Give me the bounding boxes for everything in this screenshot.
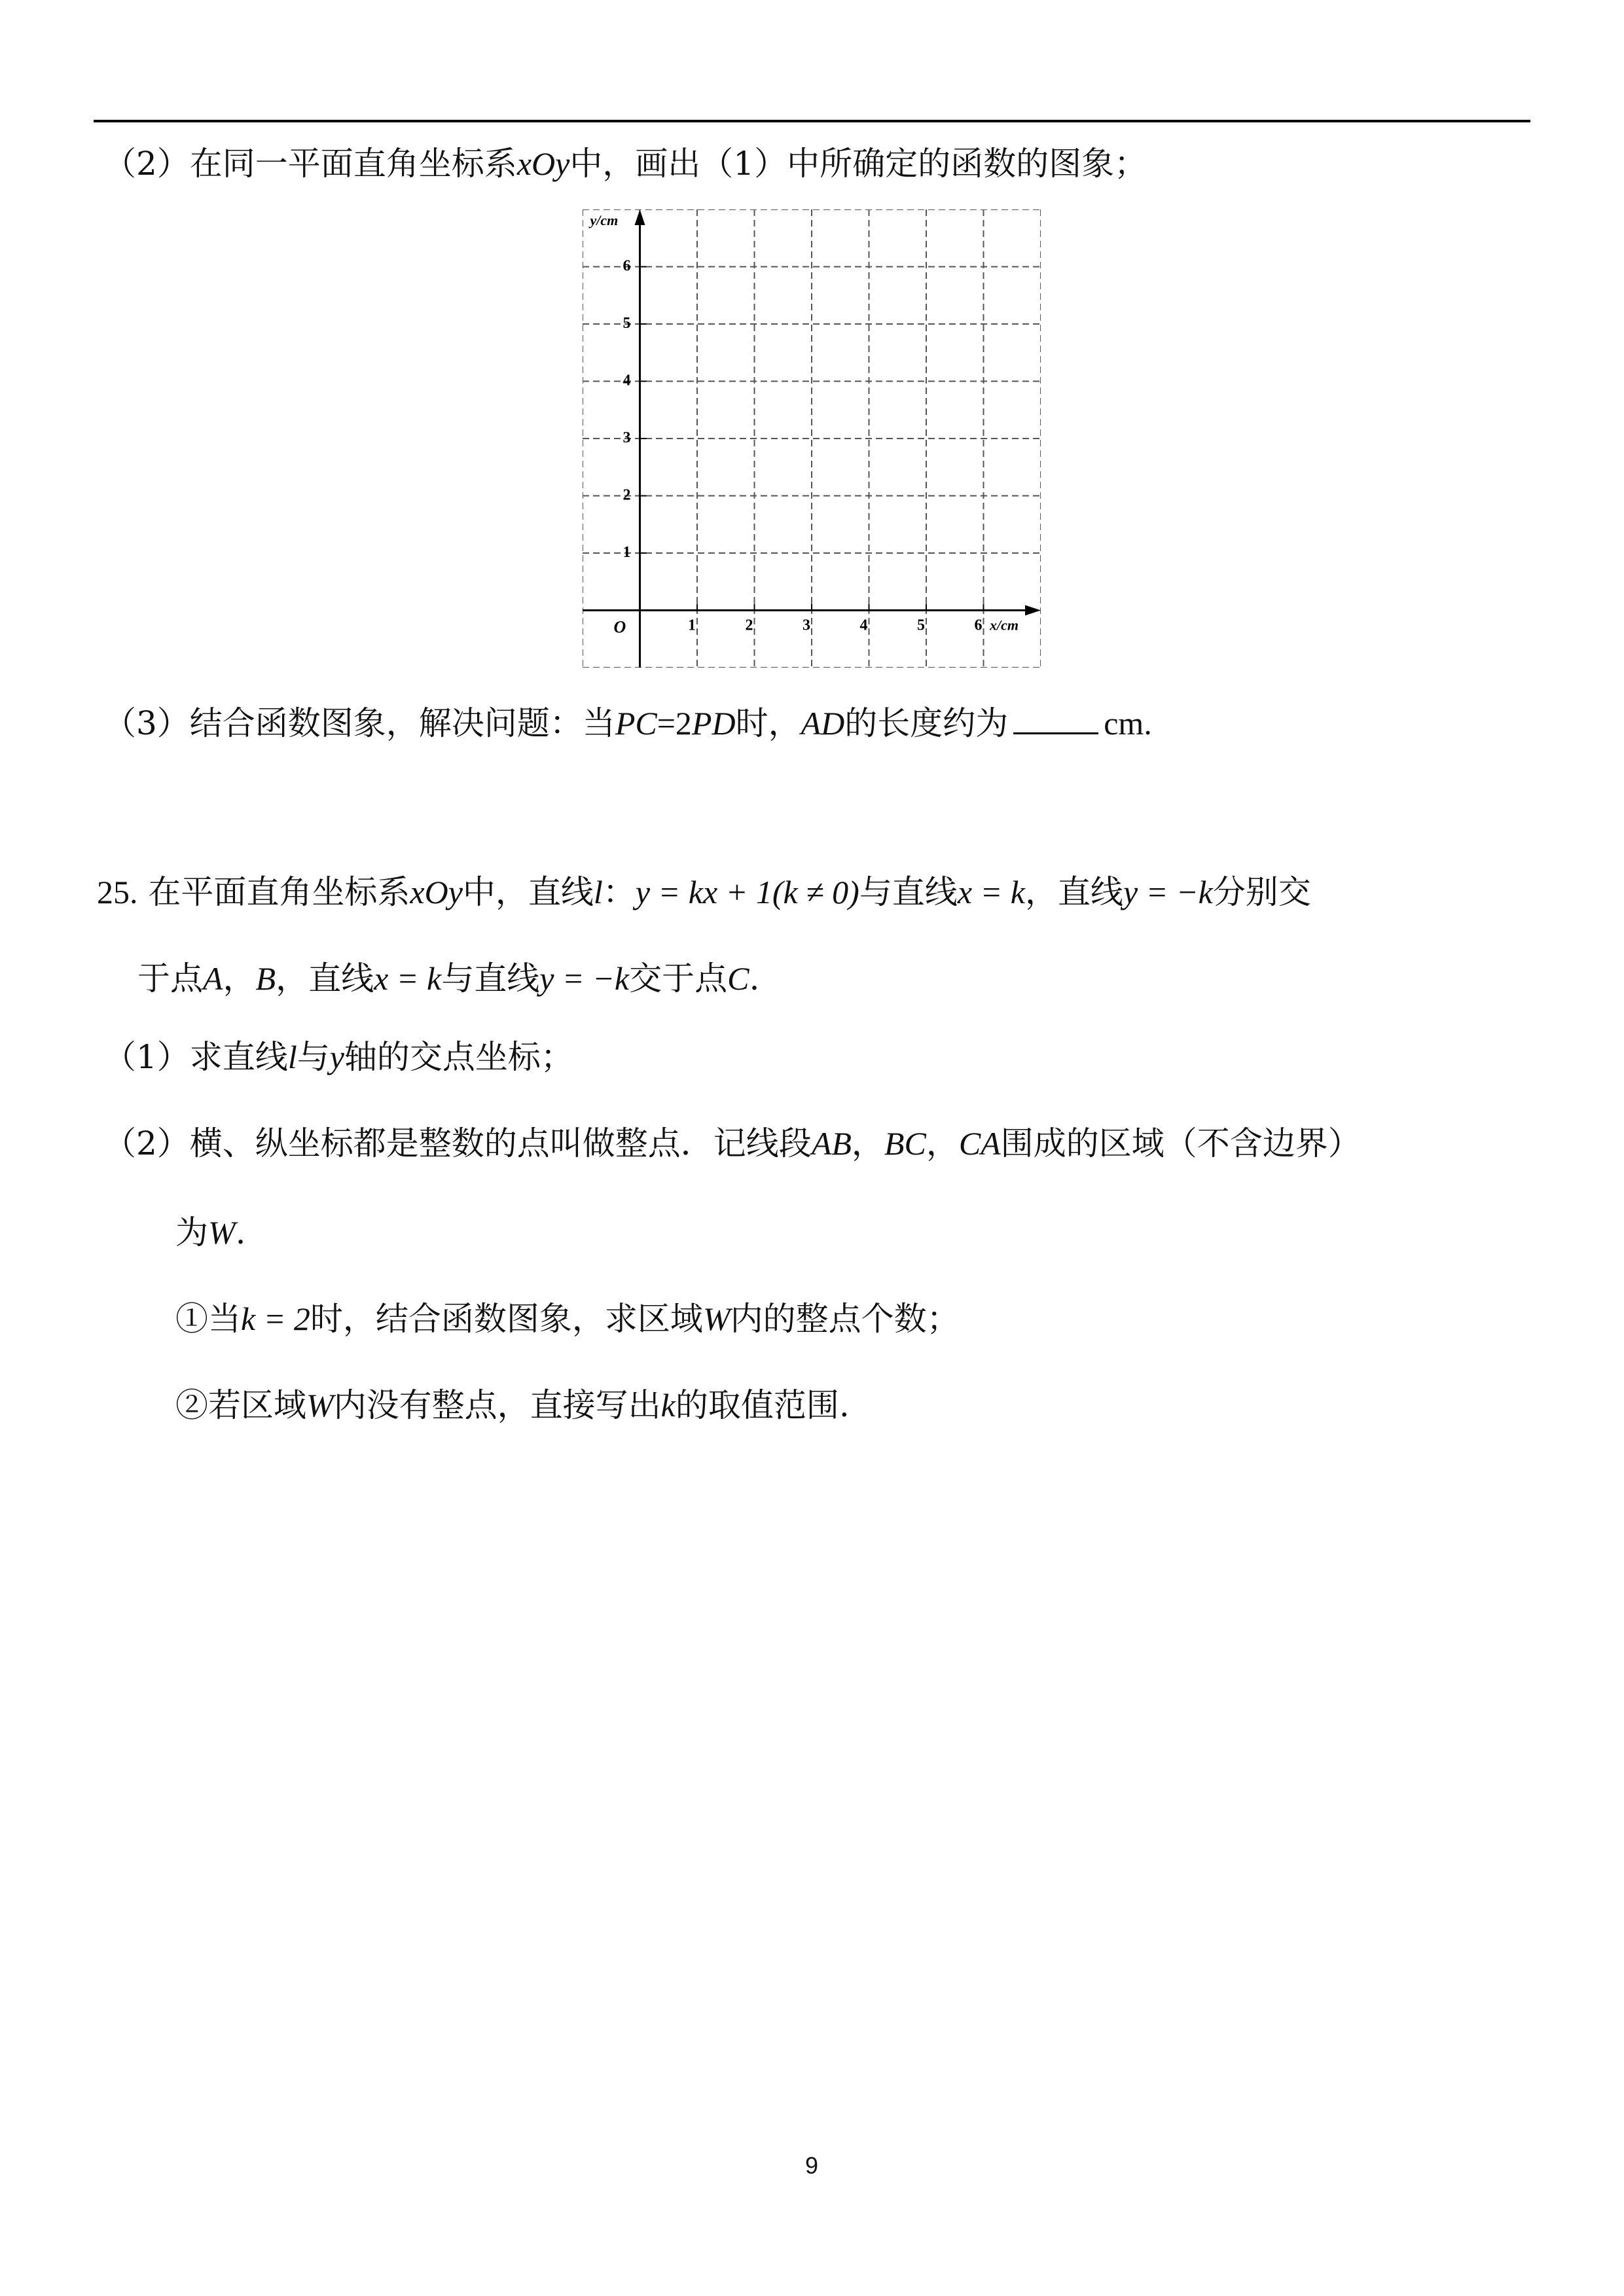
q24-part3-pc: PC	[615, 705, 657, 742]
y-tick-label: 3	[623, 429, 631, 446]
y-tick-label: 5	[623, 315, 631, 332]
q25-part1	[103, 1034, 573, 1080]
q24-part3-text-c: 的长度约为	[844, 704, 1009, 742]
q25-line2-a: 于点	[137, 960, 203, 997]
q24-part2-system: xOy	[516, 145, 570, 182]
y-tick-label: 4	[623, 372, 631, 389]
q25-part2b-a: 为	[175, 1213, 208, 1251]
q25-point-b: B	[255, 960, 276, 997]
q25-line1-d: 与直线	[859, 873, 958, 911]
q25-segment-bc: BC	[884, 1125, 926, 1162]
q25-number: 25.	[97, 874, 138, 910]
y-axis-arrow	[635, 209, 645, 225]
q25-sub1-eq: k = 2	[241, 1300, 310, 1337]
x-axis-arrow	[1025, 605, 1041, 616]
y-tick-label: 6	[623, 257, 631, 275]
q25-line2-eq-x-k: x = k	[374, 960, 442, 997]
y-axis-label: y/cm	[590, 212, 619, 228]
q25-equation-y-neg-k: y = −k	[1123, 874, 1213, 910]
x-tick-label: 2	[745, 617, 753, 634]
q25-point-c: C	[727, 960, 749, 997]
q25-sub1-b: 时，结合函数图象，求区域	[310, 1300, 703, 1338]
q25-equation-x-k: x = k	[957, 874, 1025, 910]
q24-part3-pd: PD	[691, 705, 736, 742]
x-tick-label: 3	[803, 617, 810, 634]
q25-point-a: A	[203, 960, 223, 997]
q25-part1-b: 与	[297, 1038, 330, 1076]
q25-line2-c: ，直线	[276, 960, 374, 997]
q25-segment-ca: CA	[958, 1125, 1001, 1162]
q25-sub2-c: 的取值范围.	[675, 1386, 850, 1424]
q25-line1-a: 在平面直角坐标系	[148, 873, 410, 911]
q25-part2-d: 围成的区域（不含边界）	[1000, 1124, 1361, 1162]
q25-part2-a: （2）横、纵坐标都是整数的点叫做整点．记线段	[103, 1124, 812, 1162]
header-rule	[94, 120, 1530, 122]
q25-sub1	[175, 1296, 960, 1342]
q25-sub1-c: 内的整点个数；	[730, 1300, 960, 1338]
q25-sub2-w: W	[306, 1387, 334, 1424]
q24-part3-text-b: 时，	[735, 704, 801, 742]
q25-line2-d: 与直线	[441, 960, 540, 997]
q25-line-l: l	[593, 874, 603, 910]
q25-line1-e: ，直线	[1024, 873, 1123, 911]
q24-part3-unit: cm.	[1104, 705, 1152, 742]
q25-sub1-w: W	[702, 1300, 731, 1337]
q24-part2-text-a: （2）在同一平面直角坐标系	[103, 145, 517, 183]
q25-part2-b: ，	[851, 1124, 884, 1162]
q25-line1-c: ：	[602, 873, 636, 911]
origin-label: O	[613, 617, 626, 637]
q25-sub2-a: ②若区域	[175, 1386, 306, 1424]
q25-part2b-b: .	[235, 1213, 246, 1251]
q25-line2-b: ，	[223, 960, 256, 997]
q24-part3-eq: =2	[657, 705, 692, 742]
q25-part2-c: ，	[926, 1124, 959, 1162]
y-tick-label: 2	[623, 486, 631, 504]
q25-part2-cont	[175, 1210, 246, 1255]
q25-part1-c: 轴的交点坐标；	[344, 1038, 573, 1076]
q25-equation-line-l: y = kx + 1(k ≠ 0)	[635, 874, 859, 910]
x-axis-label: x/cm	[990, 617, 1019, 634]
q25-line2-e: 交于点	[629, 960, 728, 997]
q25-part1-y: y	[329, 1039, 344, 1075]
q25-part1-a: （1）求直线	[103, 1038, 288, 1076]
y-tick-label: 1	[623, 544, 631, 561]
q25-line1-b: 中，直线	[462, 873, 594, 911]
q24-part2-text-b: 中，画出（1）中所确定的函数的图象；	[569, 145, 1147, 183]
q24-part3	[103, 700, 1152, 746]
x-tick-label: 1	[688, 617, 696, 634]
q24-part2	[103, 141, 1147, 187]
q25-line2-f: .	[749, 960, 760, 997]
q25-sub2-b: 内没有整点，直接写出	[333, 1386, 661, 1424]
q25-line1	[97, 869, 1311, 915]
q25-line2	[137, 956, 759, 1001]
q25-part1-l: l	[287, 1039, 297, 1075]
x-tick-label: 6	[974, 617, 983, 634]
q25-line1-f: 分别交	[1212, 873, 1311, 911]
answer-blank[interactable]	[1013, 704, 1098, 734]
q24-part3-ad: AD	[801, 705, 845, 742]
page-number: 9	[804, 2152, 819, 2179]
q24-part3-text-a: （3）结合函数图象，解决问题：当	[103, 704, 615, 742]
coordinate-grid	[583, 209, 1041, 668]
q25-part2	[103, 1121, 1361, 1166]
q25-segment-ab: AB	[811, 1125, 852, 1162]
q25-sub2-k: k	[660, 1387, 676, 1424]
q25-sub1-a: ①当	[175, 1300, 241, 1338]
q25-line2-eq-y-neg-k: y = −k	[539, 960, 630, 997]
q25-sub2	[175, 1382, 850, 1428]
x-tick-label: 5	[917, 617, 925, 634]
x-tick-label: 4	[859, 617, 868, 634]
q25-region-w: W	[208, 1214, 236, 1251]
q25-system: xOy	[410, 874, 463, 910]
